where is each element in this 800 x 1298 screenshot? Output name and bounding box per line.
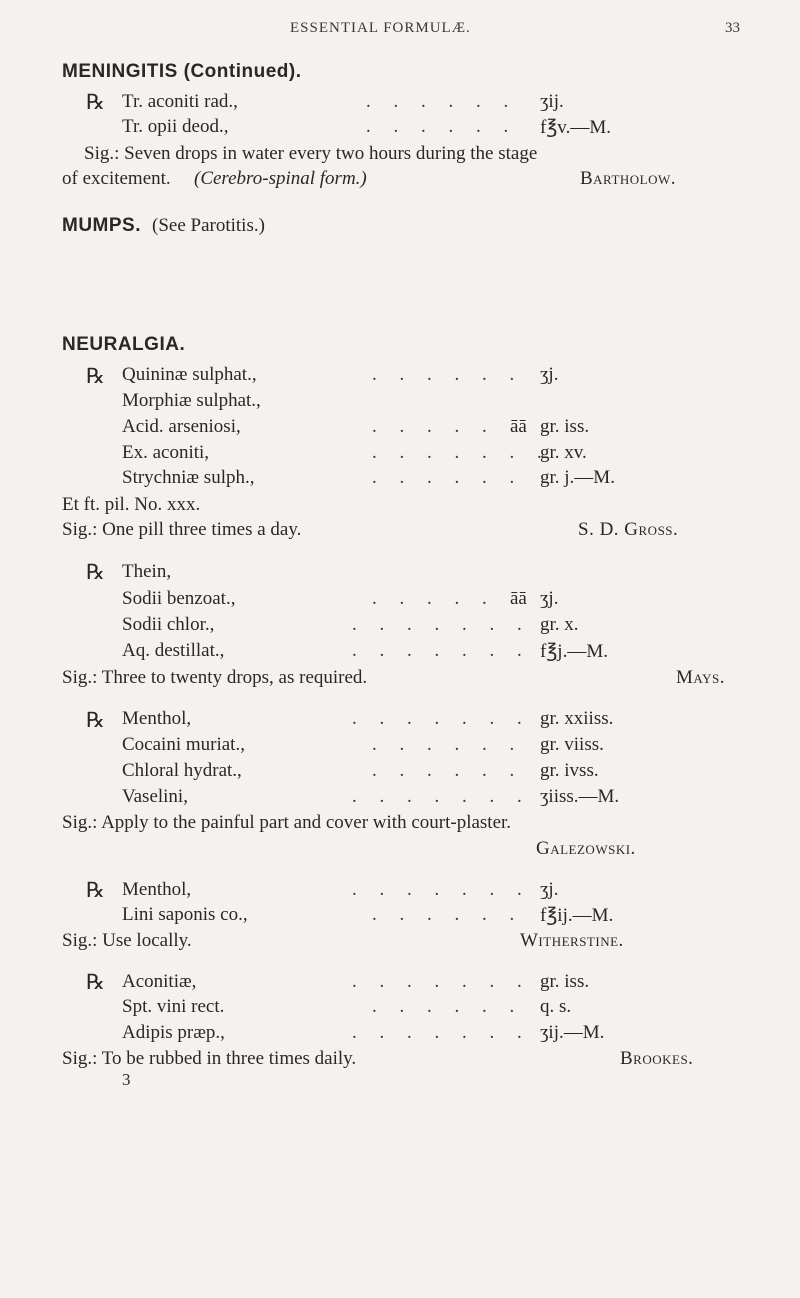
ingredient: Vaselini, [122,786,188,807]
ingredient: Lini saponis co., [122,904,248,925]
dose: gr. j.—M. [540,467,615,488]
dot-leader: . . . . . . [366,116,518,137]
dot-leader: . . . . . . [366,91,518,112]
rx-symbol: ℞ [86,878,105,902]
dot-leader: . . . . . . [372,364,524,385]
rx-symbol: ℞ [86,560,105,584]
ingredient: Thein, [122,561,172,582]
form-note: (Cerebro-spinal form.) [194,168,367,189]
ingredient: Sodii benzoat., [122,588,236,609]
dose: gr. iss. [540,416,590,437]
dot-leader: . . . . . . . [352,614,531,635]
dot-leader: . . . . . . . [352,708,531,729]
dot-leader: . . . . . . . [352,786,531,807]
dose: gr. viiss. [540,734,604,755]
direction: Et ft. pil. No. xxx. [62,494,201,515]
signa-continued: of excitement. [62,168,171,189]
signa: Sig.: Seven drops in water every two hours during the stage [84,143,538,164]
ingredient: Adipis præp., [122,1022,225,1043]
ingredient: Chloral hydrat., [122,760,242,781]
dot-leader: . . . . . . [372,996,524,1017]
dose: ʒj. [540,588,559,609]
dose: ʒj. [540,364,559,385]
dot-leader: . . . . . . . [352,1022,531,1043]
running-title: ESSENTIAL FORMULÆ. [290,20,471,36]
ingredient: Aconitiæ, [122,971,197,992]
ingredient: Acid. arseniosi, [122,416,241,437]
dose: ʒiiss.—M. [540,786,620,807]
dot-leader: . . . . . . [372,467,524,488]
meningitis-heading: MENINGITIS (Continued). [62,61,302,82]
rx-symbol: ℞ [86,708,105,732]
dot-leader: . . . . . . [372,734,524,755]
dose: f℥v.—M. [540,117,611,138]
mumps-heading: MUMPS. [62,215,141,236]
author: Galezowski. [536,838,636,859]
author: Bartholow. [580,168,677,189]
signa: Sig.: To be rubbed in three times daily. [62,1048,357,1069]
ingredient: Aq. destillat., [122,640,225,661]
dose: f℥ij.—M. [540,905,614,926]
dose: gr. ivss. [540,760,599,781]
author: Witherstine. [520,930,624,951]
author: S. D. Gross. [578,519,679,540]
dot-leader: . . . . . . . [352,640,531,661]
signa: Sig.: Apply to the painful part and cover with court-plaster. [62,812,512,833]
ana-mark: āā [510,416,527,437]
ingredient: Ex. aconiti, [122,442,210,463]
ingredient: Cocaini muriat., [122,734,245,755]
ingredient: Strychniæ sulph., [122,467,255,488]
neuralgia-heading: NEURALGIA. [62,334,186,355]
dose: f℥j.—M. [540,641,608,662]
rx-symbol: ℞ [86,364,105,388]
dose: gr. xxiiss. [540,708,614,729]
ingredient: Sodii chlor., [122,614,215,635]
dose: q. s. [540,996,572,1017]
dose: ʒj. [540,879,559,900]
dot-leader: . . . . . . . [352,879,531,900]
rx-symbol: ℞ [86,970,105,994]
author: Brookes. [620,1048,694,1069]
ingredient: Spt. vini rect. [122,996,225,1017]
ingredient: Tr. aconiti rad., [122,91,238,112]
cross-reference: (See Parotitis.) [152,215,265,236]
signa: Sig.: Three to twenty drops, as required. [62,667,368,688]
signature-mark: 3 [122,1070,131,1089]
dose: gr. x. [540,614,579,635]
ingredient: Morphiæ sulphat., [122,390,261,411]
dose: gr. iss. [540,971,590,992]
rx-symbol: ℞ [86,90,105,114]
page-number: 33 [725,20,740,36]
dot-leader: . . . . . . [372,760,524,781]
dot-leader: . . . . . . . [372,442,551,463]
signa: Sig.: Use locally. [62,930,192,951]
ingredient: Menthol, [122,879,192,900]
ana-mark: āā [510,588,527,609]
dot-leader: . . . . . [372,588,496,609]
dose: ʒij.—M. [540,1022,605,1043]
running-head [0,20,800,44]
ingredient: Menthol, [122,708,192,729]
ingredient: Quininæ sulphat., [122,364,257,385]
dot-leader: . . . . . . . [352,971,531,992]
dose: ʒij. [540,91,564,112]
dot-leader: . . . . . . [372,904,524,925]
ingredient: Tr. opii deod., [122,116,229,137]
dose: gr. xv. [540,442,587,463]
signa: Sig.: One pill three times a day. [62,519,302,540]
author: Mays. [676,667,725,688]
dot-leader: . . . . . [372,416,496,437]
